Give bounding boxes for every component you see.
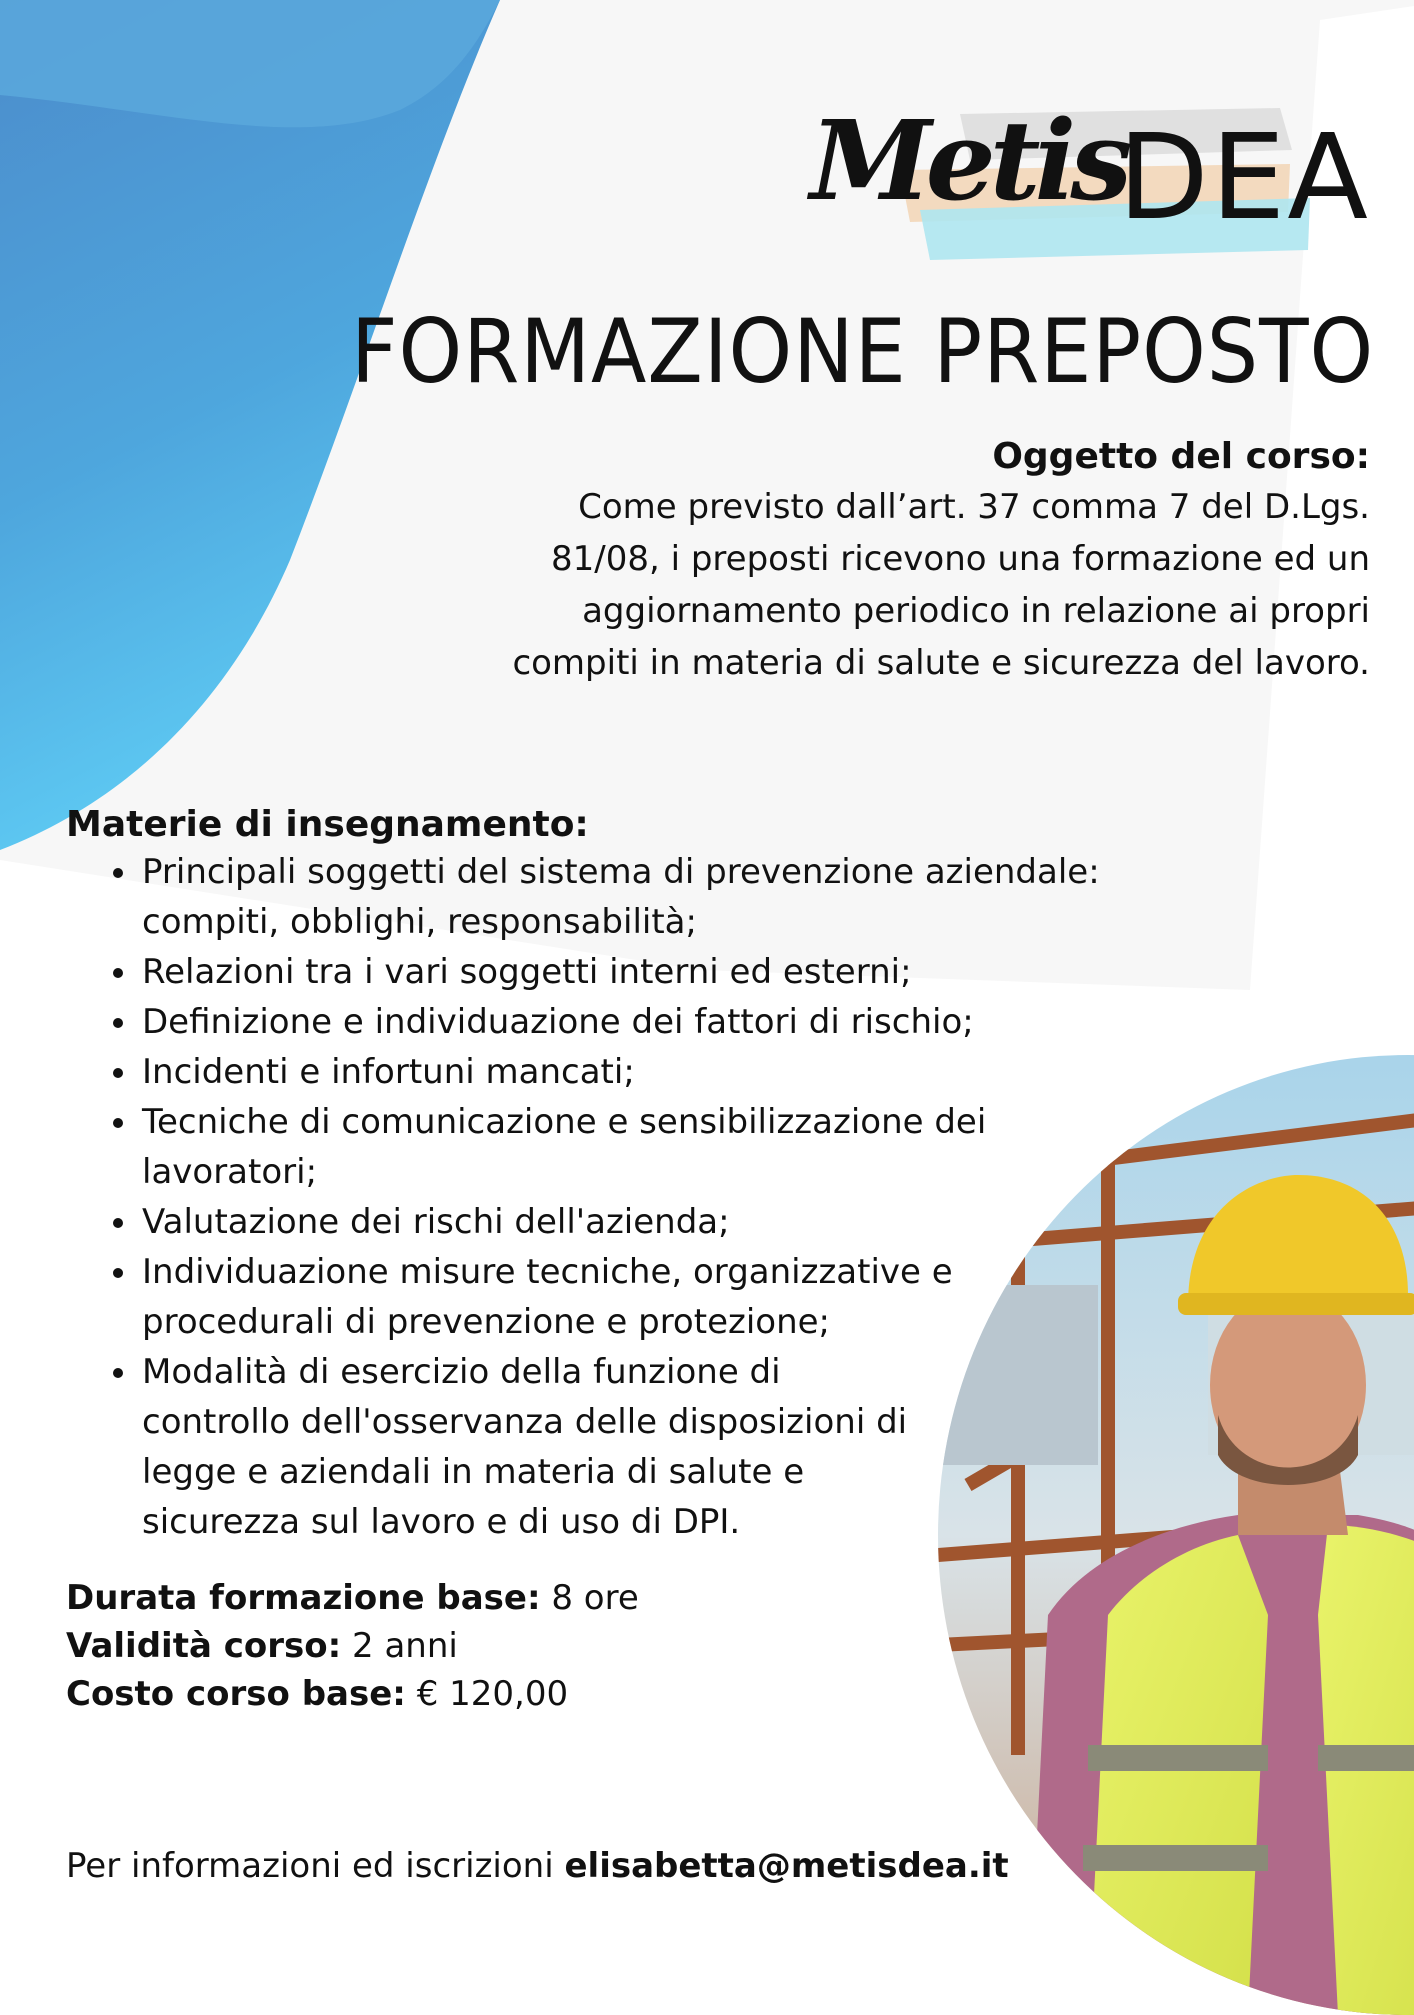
cost-label: Costo corso base: — [66, 1674, 406, 1714]
cost-value: € 120,00 — [416, 1674, 569, 1714]
course-subject-section — [320, 436, 1370, 689]
duration-row — [66, 1574, 639, 1622]
subject-item: • Individuazione misure tecniche, organizzative e procedurali di prevenzione e protezione; — [140, 1247, 1002, 1347]
subject-item: • Principali soggetti del sistema di prevenzione aziendale: compiti, obblighi, responsabilità; — [140, 847, 1142, 947]
course-subject-line: Come previsto dall’art. 37 comma 7 del D.Lgs. — [578, 487, 1370, 527]
subject-item: • Definizione e individuazione dei fattori di rischio; — [140, 997, 1166, 1047]
contact-line — [66, 1846, 1009, 1886]
logo-script-text: Metis — [810, 96, 1127, 225]
subject-item: • Valutazione dei rischi dell'azienda; — [140, 1197, 1166, 1247]
page-title: FORMAZIONE PREPOSTO — [350, 300, 1374, 403]
subject-item: • Relazioni tra i vari soggetti interni ed esterni; — [140, 947, 1166, 997]
validity-row — [66, 1622, 639, 1670]
logo-dea-text: DEA — [1117, 108, 1370, 246]
metisdea-logo — [810, 96, 1370, 270]
duration-value: 8 ore — [551, 1578, 639, 1618]
subject-item: • Modalità di esercizio della funzione di controllo dell'osservanza delle disposizioni di legge e aziendali in materia di salute e sicurezza sul lavoro e di uso di DPI. — [140, 1347, 922, 1547]
subject-item: • Incidenti e infortuni mancati; — [140, 1047, 1166, 1097]
contact-text: Per informazioni ed iscrizioni — [66, 1846, 554, 1886]
cost-row — [66, 1670, 639, 1718]
validity-value: 2 anni — [352, 1626, 458, 1666]
course-subject-heading: Oggetto del corso: — [992, 436, 1370, 477]
course-subject-line: compiti in materia di salute e sicurezza del lavoro. — [512, 643, 1370, 683]
worker-photo — [938, 1055, 1414, 2015]
subjects-heading: Materie di insegnamento: — [66, 804, 589, 845]
duration-label: Durata formazione base: — [66, 1578, 541, 1618]
validity-label: Validità corso: — [66, 1626, 342, 1666]
contact-email[interactable]: elisabetta@metisdea.it — [564, 1846, 1009, 1886]
course-subject-line: aggiornamento periodico in relazione ai propri — [582, 591, 1370, 631]
course-subject-line: 81/08, i preposti ricevono una formazione ed un — [550, 539, 1370, 579]
course-info — [66, 1574, 639, 1718]
subject-item: • Tecniche di comunicazione e sensibilizzazione dei lavoratori; — [140, 1097, 1102, 1197]
